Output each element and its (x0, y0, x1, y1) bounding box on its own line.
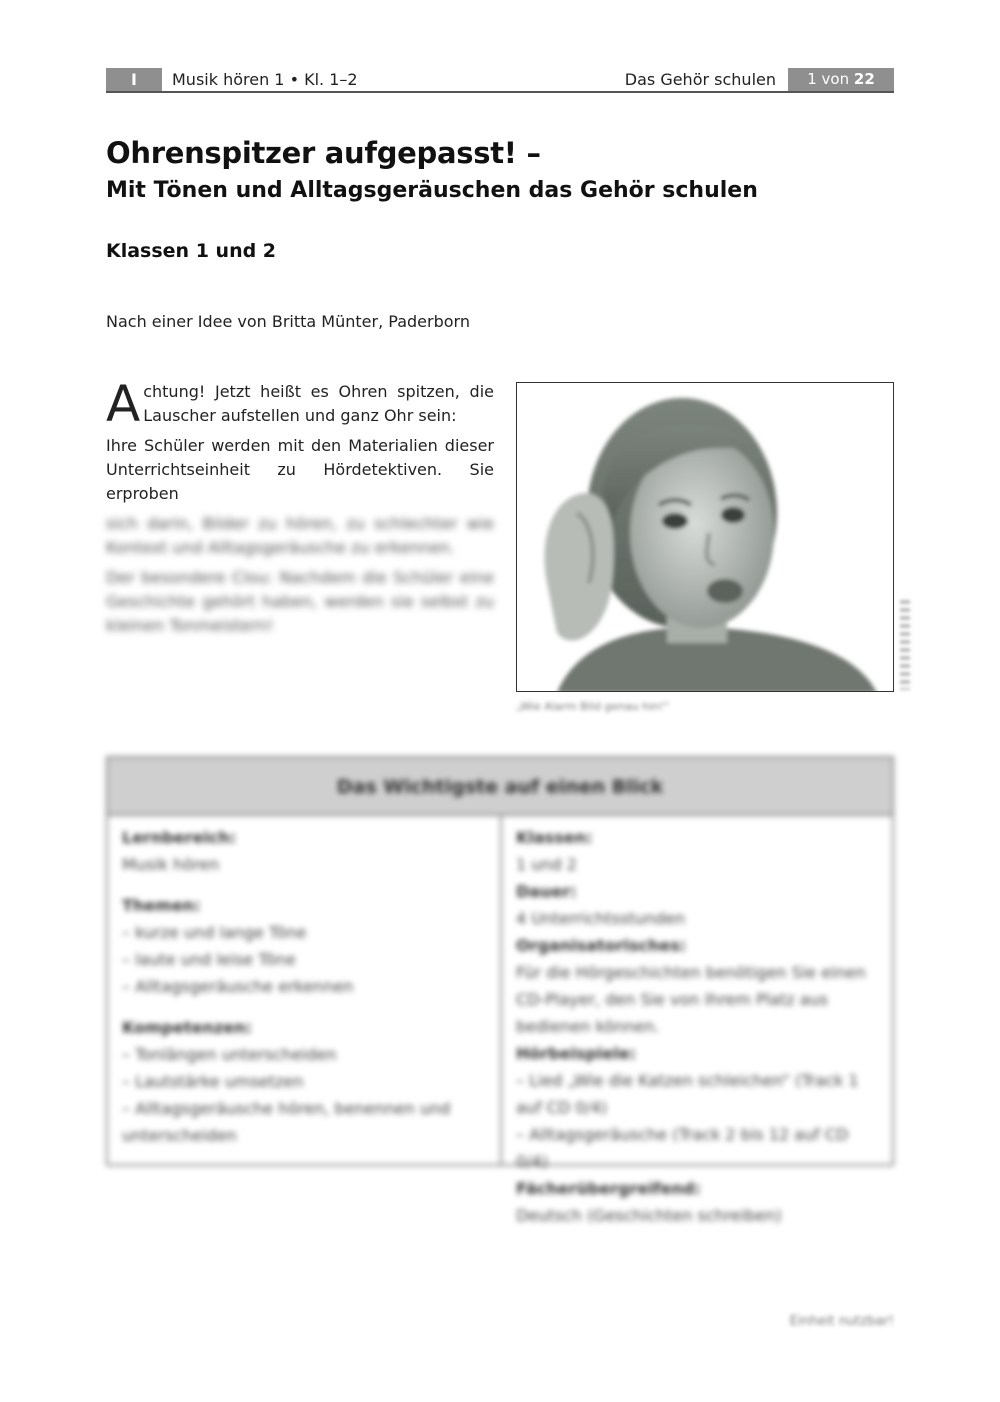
overview-item: – Tonlängen unterscheiden (122, 1045, 337, 1064)
grade-level: Klassen 1 und 2 (106, 240, 277, 262)
page-header (106, 68, 894, 93)
overview-left-column (108, 816, 500, 1164)
overview-label: Dauer: (516, 882, 577, 901)
dropcap: A (106, 375, 141, 433)
page-subtitle: Mit Tönen und Alltagsgeräuschen das Gehör schulen (106, 178, 758, 203)
series-label: Musik hören 1 • Kl. 1–2 (172, 70, 358, 89)
overview-item: Musik hören (122, 855, 220, 874)
page-title: Ohrenspitzer aufgepasst! – (106, 136, 541, 170)
page-current: 1 von (807, 70, 850, 88)
intro-first-lines: chtung! Jetzt heißt es Ohren spitzen, die Lauscher aufstellen und ganz Ohr sein: (143, 382, 494, 425)
intro-text (106, 375, 494, 644)
photo-caption: „Wie Alarm Bild genau hin!“ (516, 700, 670, 713)
overview-label: Klassen: (516, 828, 593, 847)
overview-item: – Lautstärke umsetzen (122, 1072, 304, 1091)
child-illustration (517, 383, 894, 692)
page-indicator (788, 68, 894, 91)
overview-right-column (500, 816, 892, 1225)
group-gap (122, 878, 486, 892)
overview-box (106, 756, 894, 1225)
overview-item: 1 und 2 (516, 855, 577, 874)
section-tab: I (106, 68, 162, 91)
overview-label: Organisatorisches: (516, 936, 687, 955)
overview-label: Fächerübergreifend: (516, 1179, 701, 1198)
overview-label: Lernbereich: (122, 828, 237, 847)
intro-blurred-1: sich darin, Bilder zu hören, zu schlechter wie Kontext und Alltagsgeräusche zu erkennen. (106, 514, 494, 557)
overview-item: – Alltagsgeräusche erkennen (122, 977, 354, 996)
intro-blurred-2: Der besondere Clou: Nachdem die Schüler eine Geschichte gehört haben, werden sie selbst zu kleinen Tonmeistern! (106, 568, 494, 635)
overview-item: – kurze und lange Töne (122, 923, 307, 942)
overview-item: Für die Hörgeschichten benötigen Sie einen CD-Player, den Sie von Ihrem Platz aus bedienen können. (516, 963, 866, 1036)
group-gap (122, 1000, 486, 1014)
overview-label: Hörbeispiele: (516, 1044, 637, 1063)
intro-visible: Ihre Schüler werden mit den Materialien dieser Unterrichtseinheit zu Hördetektiven. Sie erproben (106, 436, 494, 503)
overview-item: – laute und leise Töne (122, 950, 296, 969)
overview-columns (108, 816, 892, 1225)
overview-item: – Alltagsgeräusche hören, benennen und unterscheiden (122, 1099, 451, 1145)
author-credit: Nach einer Idee von Britta Münter, Paderborn (106, 312, 470, 331)
child-listening-photo (516, 382, 894, 692)
overview-item: 4 Unterrichtsstunden (516, 909, 686, 928)
overview-label: Kompetenzen: (122, 1018, 252, 1037)
photo-credit (900, 600, 910, 690)
overview-item: – Lied „Wie die Katzen schleichen“ (Track 1 auf CD 0/4) (516, 1071, 859, 1117)
page-total: 22 (853, 70, 875, 88)
topic-label: Das Gehör schulen (624, 70, 776, 89)
page-footer: Einheit nutzbar! (789, 1314, 894, 1329)
overview-item: – Alltagsgeräusche (Track 2 bis 12 auf CD 0/4) (516, 1125, 849, 1171)
overview-item: Deutsch (Geschichten schreiben) (516, 1206, 782, 1225)
overview-title: Das Wichtigste auf einen Blick (108, 758, 892, 816)
overview-label: Themen: (122, 896, 201, 915)
